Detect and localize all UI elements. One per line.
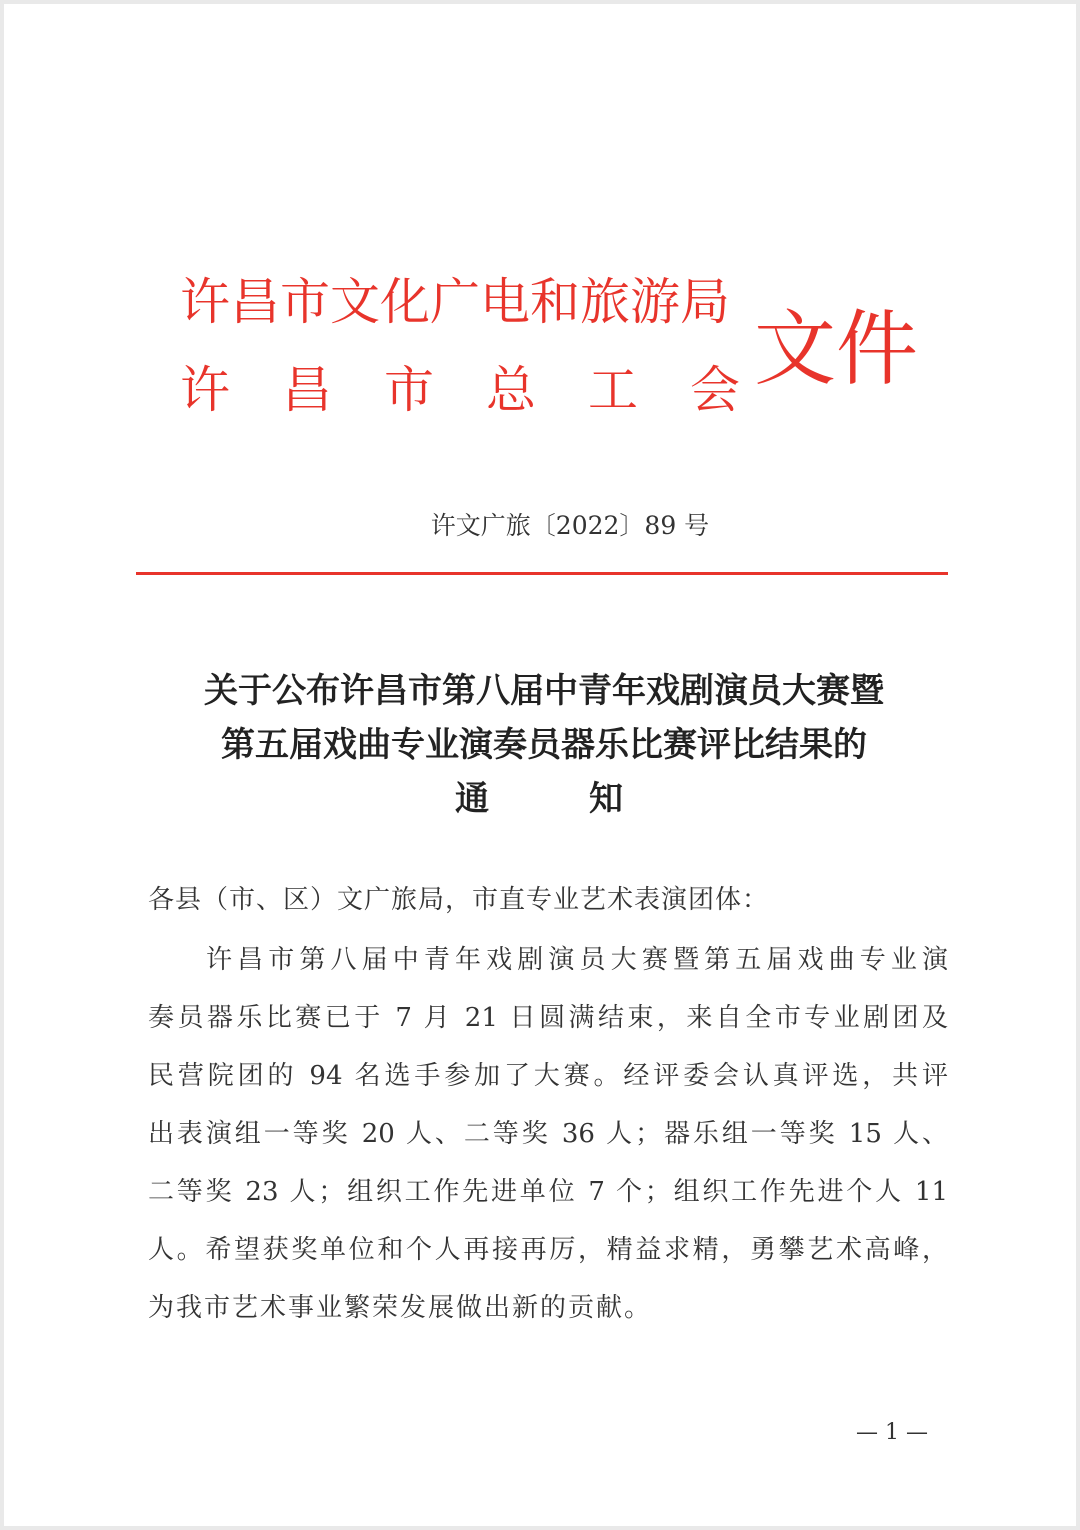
body-line: 出表演组一等奖 20 人、二等奖 36 人；器乐组一等奖 15 人、 [148, 1119, 948, 1149]
issuer-culture-bureau: 许昌市文化广电和旅游局 [180, 273, 730, 331]
body-paragraph [148, 938, 948, 1344]
page-number: — 1 — [856, 1420, 928, 1445]
body-line: 人。希望获奖单位和个人再接再厉，精益求精，勇攀艺术高峰， [148, 1235, 948, 1265]
issuer-trade-union [180, 360, 740, 420]
body-line: 奏员器乐比赛已于 7 月 21 日圆满结束，来自全市专业剧团及 [148, 1003, 948, 1033]
body-line: 为我市艺术事业繁荣发展做出新的贡献。 [148, 1293, 653, 1323]
title-line: 第五届戏曲专业演奏员器乐比赛评比结果的 [221, 725, 867, 765]
document-type-label: 文件 [754, 302, 919, 397]
title-line: 关于公布许昌市第八届中青年戏剧演员大赛暨 [204, 671, 884, 711]
body-line: 民营院团的 94 名选手参加了大赛。经评委会认真评选，共评 [148, 1061, 948, 1091]
issuer-header [180, 272, 950, 432]
issuer-char: 市 [384, 361, 434, 419]
red-divider [136, 572, 948, 575]
issuer-char: 会 [690, 361, 740, 419]
issuer-char: 许 [180, 361, 230, 419]
issuer-char: 工 [588, 361, 638, 419]
salutation: 各县（市、区）文广旅局，市直专业艺术表演团体： [148, 885, 770, 915]
body-line: 二等奖 23 人；组织工作先进单位 7 个；组织工作先进个人 11 [148, 1177, 948, 1207]
issuer-char: 昌 [282, 361, 332, 419]
body-line: 许昌市第八届中青年戏剧演员大赛暨第五届戏曲专业演 [206, 945, 948, 975]
document-number: 许文广旅〔2022〕89 号 [430, 511, 710, 540]
issuer-char: 总 [486, 361, 536, 419]
document-page [4, 4, 1076, 1526]
title-line: 通知 [455, 779, 723, 819]
notice-title [124, 664, 964, 826]
